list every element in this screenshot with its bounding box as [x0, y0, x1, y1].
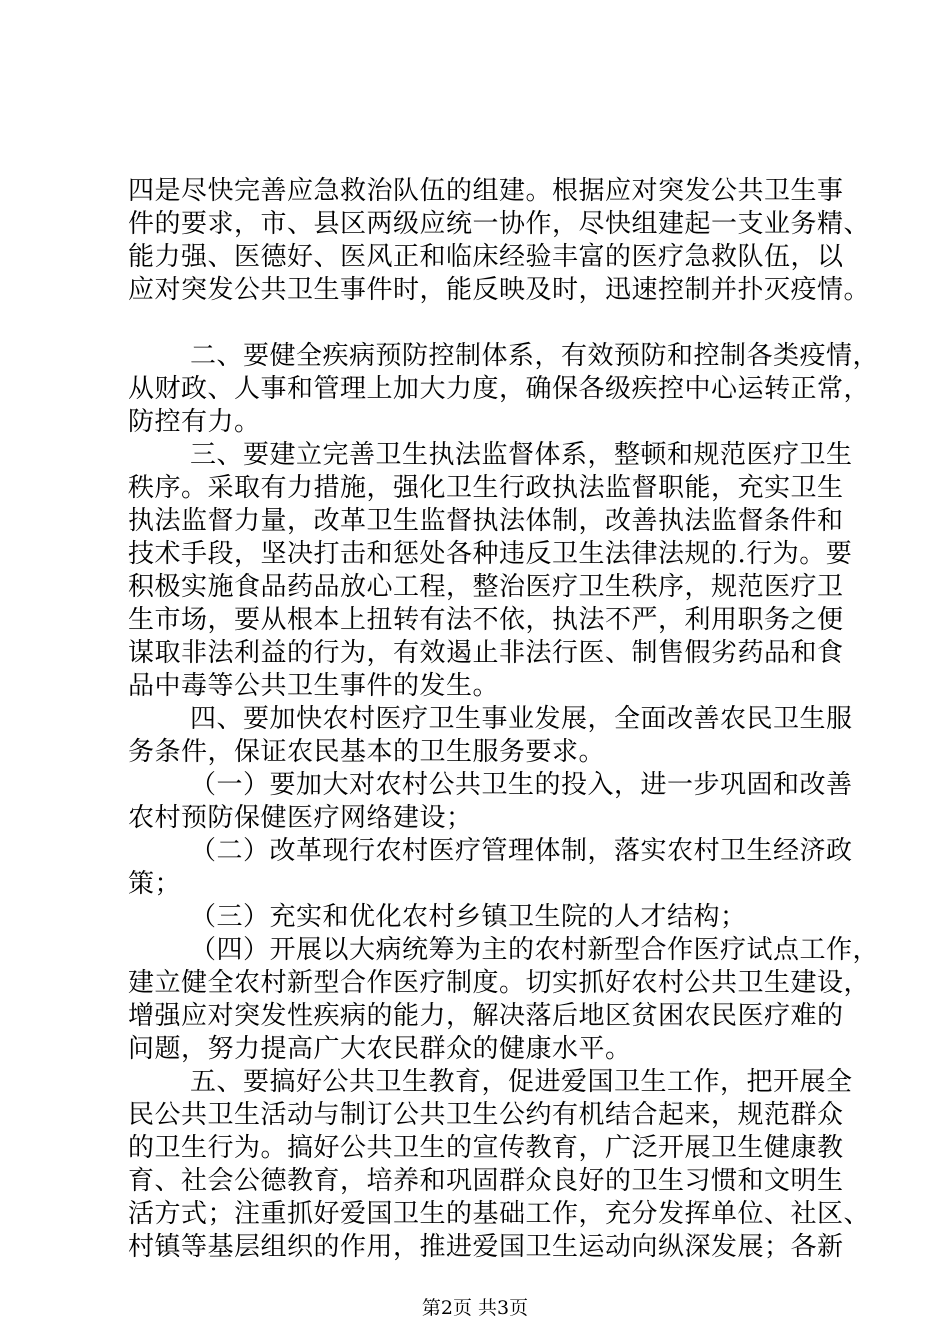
- text-line: 从财政、人事和管理上加大力度，确保各级疾控中心运转正常，: [128, 374, 871, 404]
- text-line: 生市场，要从根本上扭转有法不依，执法不严，利用职务之便: [128, 605, 844, 635]
- text-line: 建立健全农村新型合作医疗制度。切实抓好农村公共卫生建设，: [128, 968, 871, 998]
- text-line: 农村预防保健医疗网络建设；: [128, 803, 473, 833]
- text-line: 二、要健全疾病预防控制体系，有效预防和控制各类疫情，: [190, 341, 880, 371]
- text-line: （四）开展以大病统筹为主的农村新型合作医疗试点工作，: [190, 935, 880, 965]
- text-line: 技术手段，坚决打击和惩处各种违反卫生法律法规的.行为。要: [128, 539, 853, 569]
- page-footer: 第2页 共3页: [421, 1297, 529, 1319]
- text-line: 五、要搞好公共卫生教育，促进爱国卫生工作，把开展全: [190, 1067, 853, 1097]
- text-line: 防控有力。: [128, 407, 261, 437]
- text-line: 增强应对突发性疾病的能力，解决落后地区贫困农民医疗难的: [128, 1001, 844, 1031]
- text-line: 四、要加快农村医疗卫生事业发展，全面改善农民卫生服: [190, 704, 853, 734]
- text-line: 的卫生行为。搞好公共卫生的宣传教育，广泛开展卫生健康教: [128, 1133, 844, 1163]
- text-line: 品中毒等公共卫生事件的发生。: [128, 671, 500, 701]
- text-line: 谋取非法利益的行为，有效遏止非法行医、制售假劣药品和食: [128, 638, 844, 668]
- text-line: （三）充实和优化农村乡镇卫生院的人才结构；: [190, 902, 747, 932]
- text-line: 民公共卫生活动与制订公共卫生公约有机结合起来，规范群众: [128, 1100, 844, 1130]
- text-line: 执法监督力量，改革卫生监督执法体制，改善执法监督条件和: [128, 506, 844, 536]
- text-line: 积极实施食品药品放心工程，整治医疗卫生秩序，规范医疗卫: [128, 572, 844, 602]
- text-line: 问题，努力提高广大农民群众的健康水平。: [128, 1034, 632, 1064]
- text-line: （一）要加大对农村公共卫生的投入，进一步巩固和改善: [190, 770, 853, 800]
- text-line: 秩序。采取有力措施，强化卫生行政执法监督职能，充实卫生: [128, 473, 844, 503]
- text-line: 应对突发公共卫生事件时，能反映及时，迅速控制并扑灭疫情。: [128, 275, 871, 305]
- text-line: 活方式；注重抓好爱国卫生的基础工作，充分发挥单位、社区、: [128, 1199, 871, 1229]
- text-line: 四是尽快完善应急救治队伍的组建。根据应对突发公共卫生事: [128, 176, 844, 206]
- text-line: 策；: [128, 869, 182, 899]
- text-line: （二）改革现行农村医疗管理体制，落实农村卫生经济政: [190, 836, 853, 866]
- text-line: 件的要求，市、县区两级应统一协作，尽快组建起一支业务精、: [128, 209, 871, 239]
- text-line: 能力强、医德好、医风正和临床经验丰富的医疗急救队伍，以: [128, 242, 844, 272]
- text-line: 村镇等基层组织的作用，推进爱国卫生运动向纵深发展；各新: [128, 1232, 844, 1262]
- text-line: 三、要建立完善卫生执法监督体系，整顿和规范医疗卫生: [190, 440, 853, 470]
- text-line: 务条件，保证农民基本的卫生服务要求。: [128, 737, 606, 767]
- text-line: 育、社会公德教育，培养和巩固群众良好的卫生习惯和文明生: [128, 1166, 844, 1196]
